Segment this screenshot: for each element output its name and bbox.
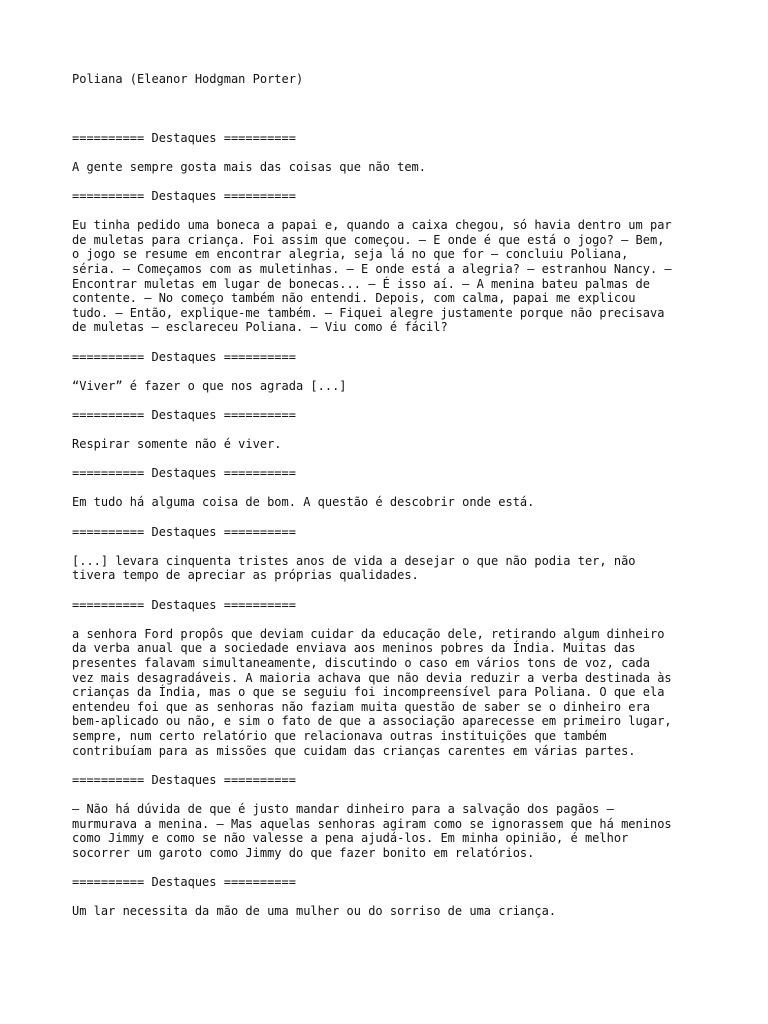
highlight-separator: ========== Destaques ========== <box>72 524 296 539</box>
highlight-text: Em tudo há alguma coisa de bom. A questão é descobrir onde está. <box>72 495 535 510</box>
highlight-text: Respirar somente não é viver. <box>72 437 282 452</box>
highlight-text: — Não há dúvida de que é justo mandar dinheiro para a salvação dos pagãos — murmurava a menina. — Mas aquelas senhoras agiram como se ignorassem que há meninos como Jimmy e como se não valesse a pena ajudá-los. Em minha opinião, é melhor socorrer um garoto como Jimmy do que fazer bonito em relatórios. <box>72 801 672 860</box>
highlight-text: a senhora Ford propôs que deviam cuidar da educação dele, retirando algum dinheiro da verba anual que a sociedade enviava aos meninos pobres da Índia. Muitas das presentes falavam simultaneamente, discutindo o caso em vários tons de voz, cada vez mais desagradáveis. A maioria achava que não devia reduzir a verba destinada às crianças da Índia, mas o que se seguiu foi incompreensível para Poliana. O que ela entendeu foi que as senhoras não faziam muita questão de saber se o dinheiro era bem-aplicado ou não, e sim o fato de que a associação aparecesse em primeiro lugar, sempre, num certo relatório que relacionava outras instituições que também contribuíam para as missões que cuidam das crianças carentes em várias partes. <box>72 626 672 758</box>
highlight-separator: ========== Destaques ========== <box>72 349 296 364</box>
document-body <box>72 72 712 933</box>
highlight-text: Um lar necessita da mão de uma mulher ou do sorriso de uma criança. <box>72 904 557 919</box>
highlight-text: “Viver” é fazer o que nos agrada [...] <box>72 378 347 393</box>
highlight-separator: ========== Destaques ========== <box>72 597 296 612</box>
highlight-separator: ========== Destaques ========== <box>72 874 296 889</box>
document-title: Poliana (Eleanor Hodgman Porter) <box>72 72 304 86</box>
highlight-text: [...] levara cinquenta tristes anos de vida a desejar o que não podia ter, não tivera tempo de apreciar as próprias qualidades. <box>72 553 636 583</box>
highlight-separator: ========== Destaques ========== <box>72 407 296 422</box>
highlight-text: Eu tinha pedido uma boneca a papai e, quando a caixa chegou, só havia dentro um par de muletas para criança. Foi assim que começou. — E onde é que está o jogo? — Bem, o jogo se resume em encontrar alegria, seja lá no que for — concluiu Poliana, séria. — Começamos com as muletinhas. — E onde está a alegria? — estranhou Nancy. — Encontrar muletas em lugar de bonecas... — É isso aí. — A menina bateu palmas de contente. — No começo também não entendi. Depois, com calma, papai me explicou tudo. — Então, explique-me também. — Fiquei alegre justamente porque não precisava de muletas — esclareceu Poliana. — Viu como é fácil? <box>72 218 672 335</box>
highlight-separator: ========== Destaques ========== <box>72 130 296 145</box>
highlight-text: A gente sempre gosta mais das coisas que não tem. <box>72 159 427 174</box>
highlight-separator: ========== Destaques ========== <box>72 772 296 787</box>
highlight-separator: ========== Destaques ========== <box>72 188 296 203</box>
highlight-separator: ========== Destaques ========== <box>72 466 296 481</box>
